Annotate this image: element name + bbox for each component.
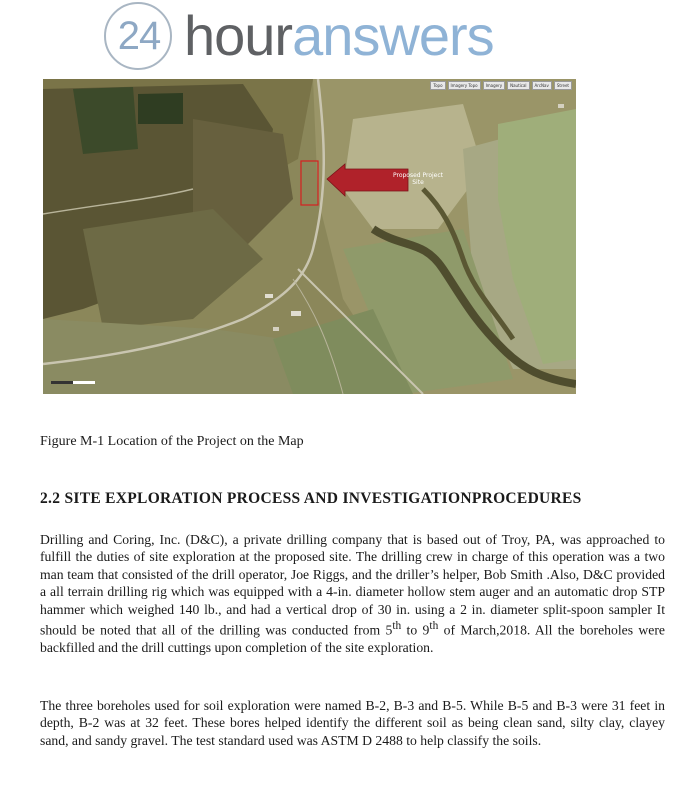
- paragraph-text: of March,2018. All the boreholes were backfilled and the drill cuttings upon completion of the site exploration.: [40, 622, 665, 655]
- site-logo: [104, 2, 574, 66]
- map-tab[interactable]: ArcNav: [532, 81, 552, 90]
- logo-wordmark: [184, 6, 494, 66]
- proposed-site-label-line: Proposed Project: [392, 172, 444, 179]
- paragraph-text: Drilling and Coring, Inc. (D&C), a private drilling company that is based out of Troy, PA, was approached to fulfill the duties of site exploration at the proposed site. The drilling crew in charge of this operation was a two man team that consisted of the drill operator, Joe Riggs, and the driller’s helper, Bob Smith .Also, D&C provided a all terrain drilling rig which was equipped with a 4-in. diameter hollow stem auger and an automatic drop STP hammer which weighed 140 lb., and had a vertical drop of 30 in. using a 2 in. diameter split-spoon sampler It should be noted that all of the drilling was conducted from 5: [40, 532, 665, 638]
- map-tab[interactable]: Imagery: [483, 81, 506, 90]
- map-tab[interactable]: Nautical: [507, 81, 529, 90]
- map-imagery: [43, 79, 576, 394]
- proposed-site-label: [387, 172, 449, 186]
- paragraph-text: to 9: [401, 622, 430, 638]
- ordinal-suffix: th: [392, 620, 402, 633]
- map-basemap-toolbar: [430, 81, 572, 90]
- logo-word-answers: answers: [292, 4, 494, 67]
- map-tab[interactable]: Imagery Topo: [448, 81, 481, 90]
- figure-caption: Figure M-1 Location of the Project on the Map: [40, 434, 304, 449]
- ordinal-suffix: th: [429, 620, 439, 633]
- logo-number: 24: [117, 14, 161, 58]
- paragraph-boreholes: The three boreholes used for soil exploration were named B-2, B-3 and B-5. While B-5 and B-3 were 31 feet in depth, B-2 was at 32 feet. These bores helped identify the different soil as being clean sand, silty clay, clayey sand, and sandy gravel. The test standard used was ASTM D 2488 to help classify the soils.: [40, 698, 665, 748]
- section-heading: 2.2 SITE EXPLORATION PROCESS AND INVESTIGATIONPROCEDURES: [40, 490, 582, 507]
- map-tab[interactable]: Topo: [430, 81, 445, 90]
- map-tab[interactable]: Street: [554, 81, 572, 90]
- satellite-map: [43, 79, 576, 394]
- logo-word-hour: hour: [184, 4, 293, 67]
- proposed-site-label-line: Site: [412, 179, 424, 186]
- paragraph-site-exploration: [40, 531, 665, 656]
